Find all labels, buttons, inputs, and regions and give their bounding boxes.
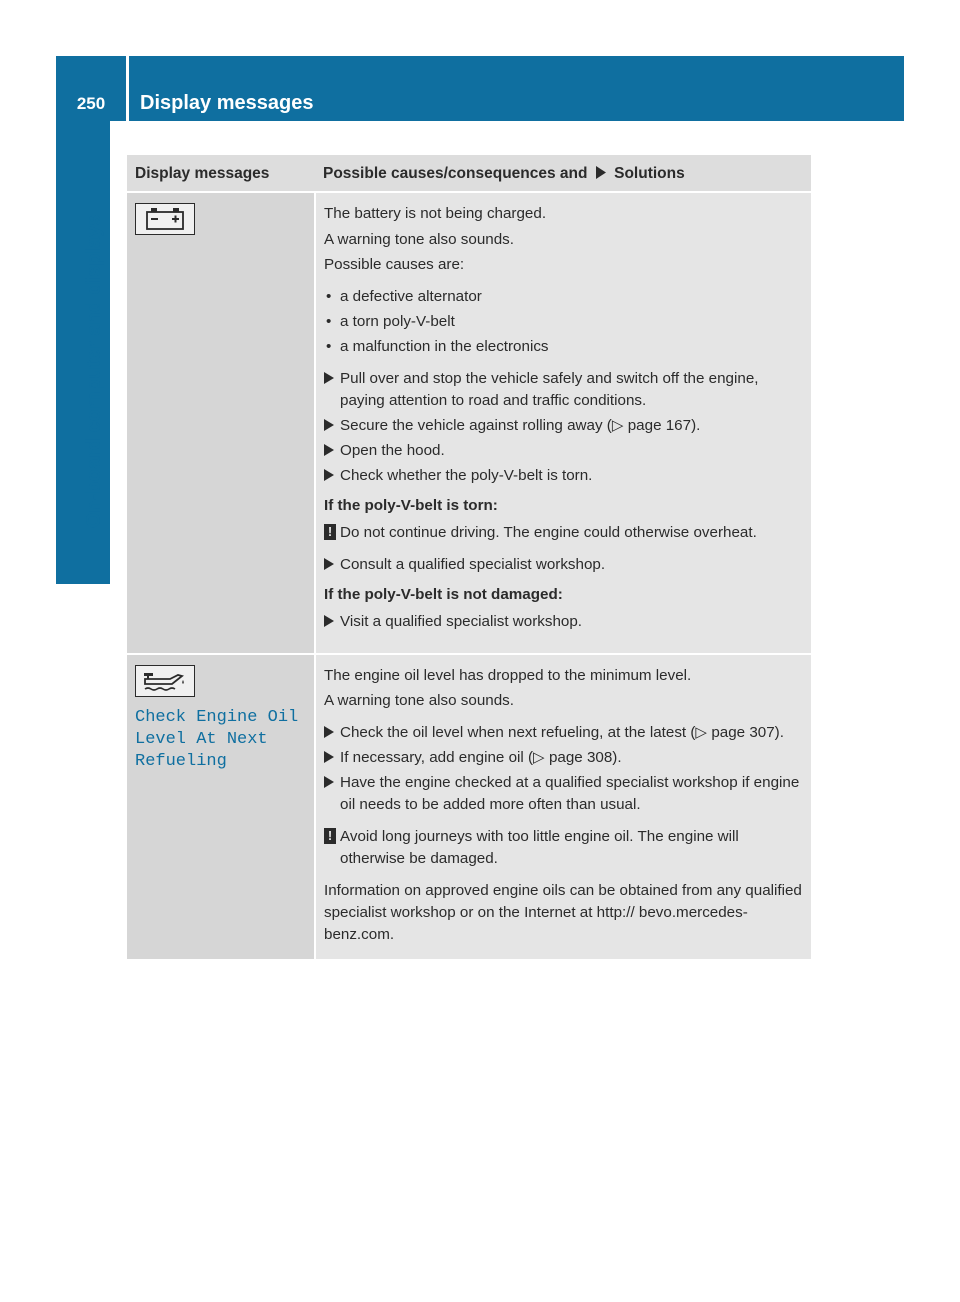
subheading: If the poly-V-belt is not damaged: — [324, 585, 563, 603]
causes-solutions-cell — [315, 654, 811, 959]
warning-note: ! Do not continue driving. The engine could otherwise overheat. — [324, 522, 803, 544]
step-item: Open the hood. — [324, 440, 803, 462]
header-divider — [126, 56, 129, 121]
step-item: If necessary, add engine oil (▷ page 308). — [324, 747, 803, 769]
step-item: Have the engine checked at a qualified specialist workshop if engine oil needs to be added more often than usual. — [324, 772, 803, 816]
chapter-title: On-board computer and displays — [83, 214, 105, 528]
bullet-item: • a torn poly-V-belt — [324, 311, 803, 333]
step-item: Check whether the poly-V-belt is torn. — [324, 465, 803, 487]
step-arrow-icon — [324, 444, 334, 456]
battery-icon — [135, 203, 195, 235]
col-header-display-messages: Display messages — [127, 155, 315, 192]
exclamation-icon: ! — [324, 524, 336, 540]
oil-can-icon — [135, 665, 195, 697]
causes-solutions-cell — [315, 192, 811, 654]
step-arrow-icon — [324, 419, 334, 431]
text-line: Information on approved engine oils can be obtained from any qualified specialist workshop or on the Internet at http:// bevo.mercedes-benz.com. — [324, 882, 802, 944]
step-arrow-icon — [324, 776, 334, 788]
step-item: Check the oil level when next refueling, at the latest (▷ page 307). — [324, 722, 803, 744]
subheading: If the poly-V-belt is torn: — [324, 496, 498, 514]
step-item: Visit a qualified specialist workshop. — [324, 611, 803, 633]
display-text-line: Level At Next — [135, 730, 268, 750]
display-message-cell — [127, 192, 315, 654]
table-header-row — [127, 155, 811, 192]
display-messages-table — [127, 155, 811, 959]
bullet-item: • a defective alternator — [324, 286, 803, 308]
step-arrow-icon — [324, 751, 334, 763]
step-arrow-icon — [324, 558, 334, 570]
page-title: Display messages — [140, 92, 314, 114]
page-number: 250 — [76, 94, 106, 113]
text-line: The engine oil level has dropped to the minimum level. — [324, 666, 692, 684]
play-arrow-icon — [595, 166, 607, 179]
bullet-item: • a malfunction in the electronics — [324, 336, 803, 358]
text-line: A warning tone also sounds. — [324, 230, 514, 248]
col-header-solutions-text: Solutions — [614, 165, 685, 182]
exclamation-icon: ! — [324, 828, 336, 844]
step-arrow-icon — [324, 615, 334, 627]
step-item: Pull over and stop the vehicle safely and switch off the engine, paying attention to road and traffic conditions. — [324, 368, 803, 412]
step-arrow-icon — [324, 372, 334, 384]
step-arrow-icon — [324, 726, 334, 738]
display-message-cell — [127, 654, 315, 959]
step-item: Secure the vehicle against rolling away (▷ page 167). — [324, 415, 803, 437]
col-header-causes-text: Possible causes/consequences and — [323, 165, 588, 182]
step-item: Consult a qualified specialist workshop. — [324, 554, 803, 576]
text-line: Possible causes are: — [324, 255, 465, 273]
page-header — [56, 56, 904, 121]
display-text-line: Check Engine Oil — [135, 707, 299, 727]
table-row — [127, 654, 811, 959]
step-arrow-icon — [324, 469, 334, 481]
text-line: The battery is not being charged. — [324, 205, 547, 223]
col-header-causes — [315, 155, 811, 192]
display-text — [135, 707, 306, 773]
text-line: A warning tone also sounds. — [324, 692, 514, 709]
warning-note: ! Avoid long journeys with too little engine oil. The engine will otherwise be damaged. — [324, 826, 803, 870]
table-row — [127, 192, 811, 654]
display-text-line: Refueling — [135, 752, 227, 772]
